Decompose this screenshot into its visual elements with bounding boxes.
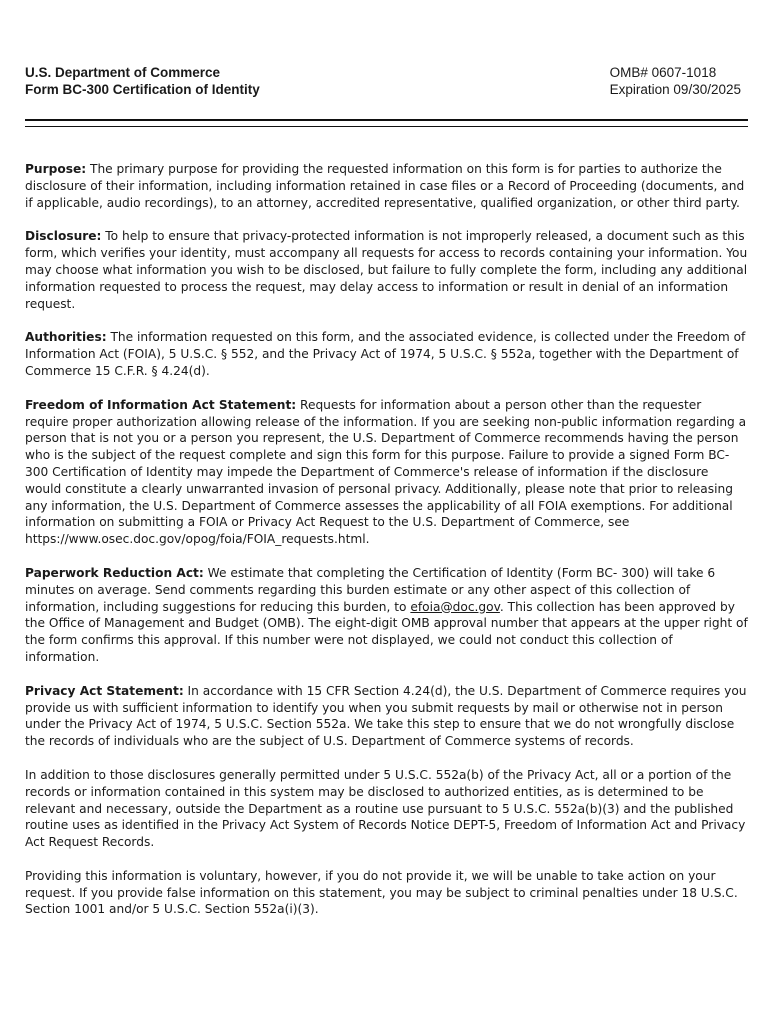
header-right [610, 64, 741, 98]
privacy-heading: Privacy Act Statement: [25, 683, 184, 698]
purpose-paragraph [25, 161, 748, 211]
form-title: Form BC-300 Certification of Identity [25, 82, 260, 97]
paperwork-text-after: . This collection has been approved by the Office of Management and Budget (OMB). The eight-digit OMB approval number that appears at the upper right of the form confirms this approval. If this number were not displayed, we could not conduct this collection of information. [25, 599, 748, 664]
disclosure-text: To help to ensure that privacy-protected information is not improperly released, a document such as this form, which verifies your identity, must accompany all requests for access to records containing your information. You may choose what information you wish to be disclosed, but failure to fully complete the form, including any additional information requested to process the request, may delay access to information or result in denial of an information request. [25, 229, 748, 311]
purpose-text: The primary purpose for providing the requested information on this form is for parties to authorize the disclosure of their information, including information retained in case files or a Record of Proceeding (documents, and if applicable, audio recordings), to an attorney, accredited representative, qualified organization, or other third party. [25, 162, 745, 210]
authorities-paragraph [25, 329, 748, 379]
divider-thick [25, 119, 748, 121]
foia-heading: Freedom of Information Act Statement: [25, 397, 297, 412]
foia-paragraph [25, 397, 748, 548]
routine-use-paragraph: In addition to those disclosures generally permitted under 5 U.S.C. 552a(b) of the Privacy Act, all or a portion of the records or information contained in this system may be disclosed to authorized entities, as is determined to be relevant and necessary, outside the Department as a routine use pursuant to 5 U.S.C. 552a(b)(3) and the published routine uses as identified in the Privacy Act System of Records Notice DEPT-5, Freedom of Information Act and Privacy Act Request Records. [25, 767, 746, 850]
disclosure-heading: Disclosure: [25, 229, 102, 244]
privacy-text: In accordance with 15 CFR Section 4.24(d), the U.S. Department of Commerce requires you provide us with sufficient information to identify you when you submit requests by mail or otherwise not in person under the Privacy Act of 1974, 5 U.S.C. Section 552a. We take this step to ensure that we do not wrongfully disclose the records of individuals who are the subject of U.S. Department of Commerce systems of records. [25, 683, 747, 749]
header-divider [25, 119, 748, 127]
voluntary-paragraph: Providing this information is voluntary, however, if you do not provide it, we will be unable to take action on your request. If you provide false information on this statement, you may be subject to criminal penalties under 18 U.S.C. Section 1001 and/or 5 U.S.C. Section 552a(i)(3). [25, 868, 738, 917]
efoia-email-link[interactable]: efoia@doc.gov [410, 599, 500, 614]
disclosure-paragraph [25, 228, 748, 312]
authorities-text: The information requested on this form, and the associated evidence, is collected under the Freedom of Information Act (FOIA), 5 U.S.C. § 552, and the Privacy Act of 1974, 5 U.S.C. § 552a, together with the Department of Commerce 15 C.F.R. § 4.24(d). [25, 330, 746, 378]
privacy-paragraph [25, 683, 748, 750]
divider-thin [25, 126, 748, 127]
form-header [25, 64, 748, 98]
paperwork-heading: Paperwork Reduction Act: [25, 565, 204, 580]
header-left [25, 64, 260, 98]
expiration-date: Expiration 09/30/2025 [609, 82, 741, 97]
paperwork-text-before: We estimate that completing the Certification of Identity (Form BC- 300) will take 6 minutes on average. Send comments regarding this burden estimate or any other aspect of this collection of information, including suggestions for reducing this burden, to [25, 565, 716, 614]
department-name: U.S. Department of Commerce [25, 65, 221, 80]
paperwork-paragraph [25, 565, 748, 666]
purpose-heading: Purpose: [25, 162, 87, 176]
foia-text: Requests for information about a person other than the requester require proper authorization allowing release of the information. If you are seeking non-public information regarding a person that is not you or a person you represent, the U.S. Department of Commerce recommends having the person who is the subject of the request complete and sign this form for this purpose. Failure to provide a signed Form BC-300 Certification of Identity may impede the Department of Commerce's release of information if the disclosure would constitute a clearly unwarranted invasion of personal privacy. Additionally, please note that prior to releasing any information, the U.S. Department of Commerce assesses the applicability of all FOIA exemptions. For additional information on submitting a FOIA or Privacy Act Request to the U.S. Department of Commerce, see https://www.osec.doc.gov/opog/foia/FOIA_requests.html. [25, 397, 747, 547]
omb-number: OMB# 0607-1018 [609, 65, 717, 80]
form-body [25, 161, 748, 918]
document-page [25, 64, 748, 935]
authorities-heading: Authorities: [25, 330, 107, 345]
